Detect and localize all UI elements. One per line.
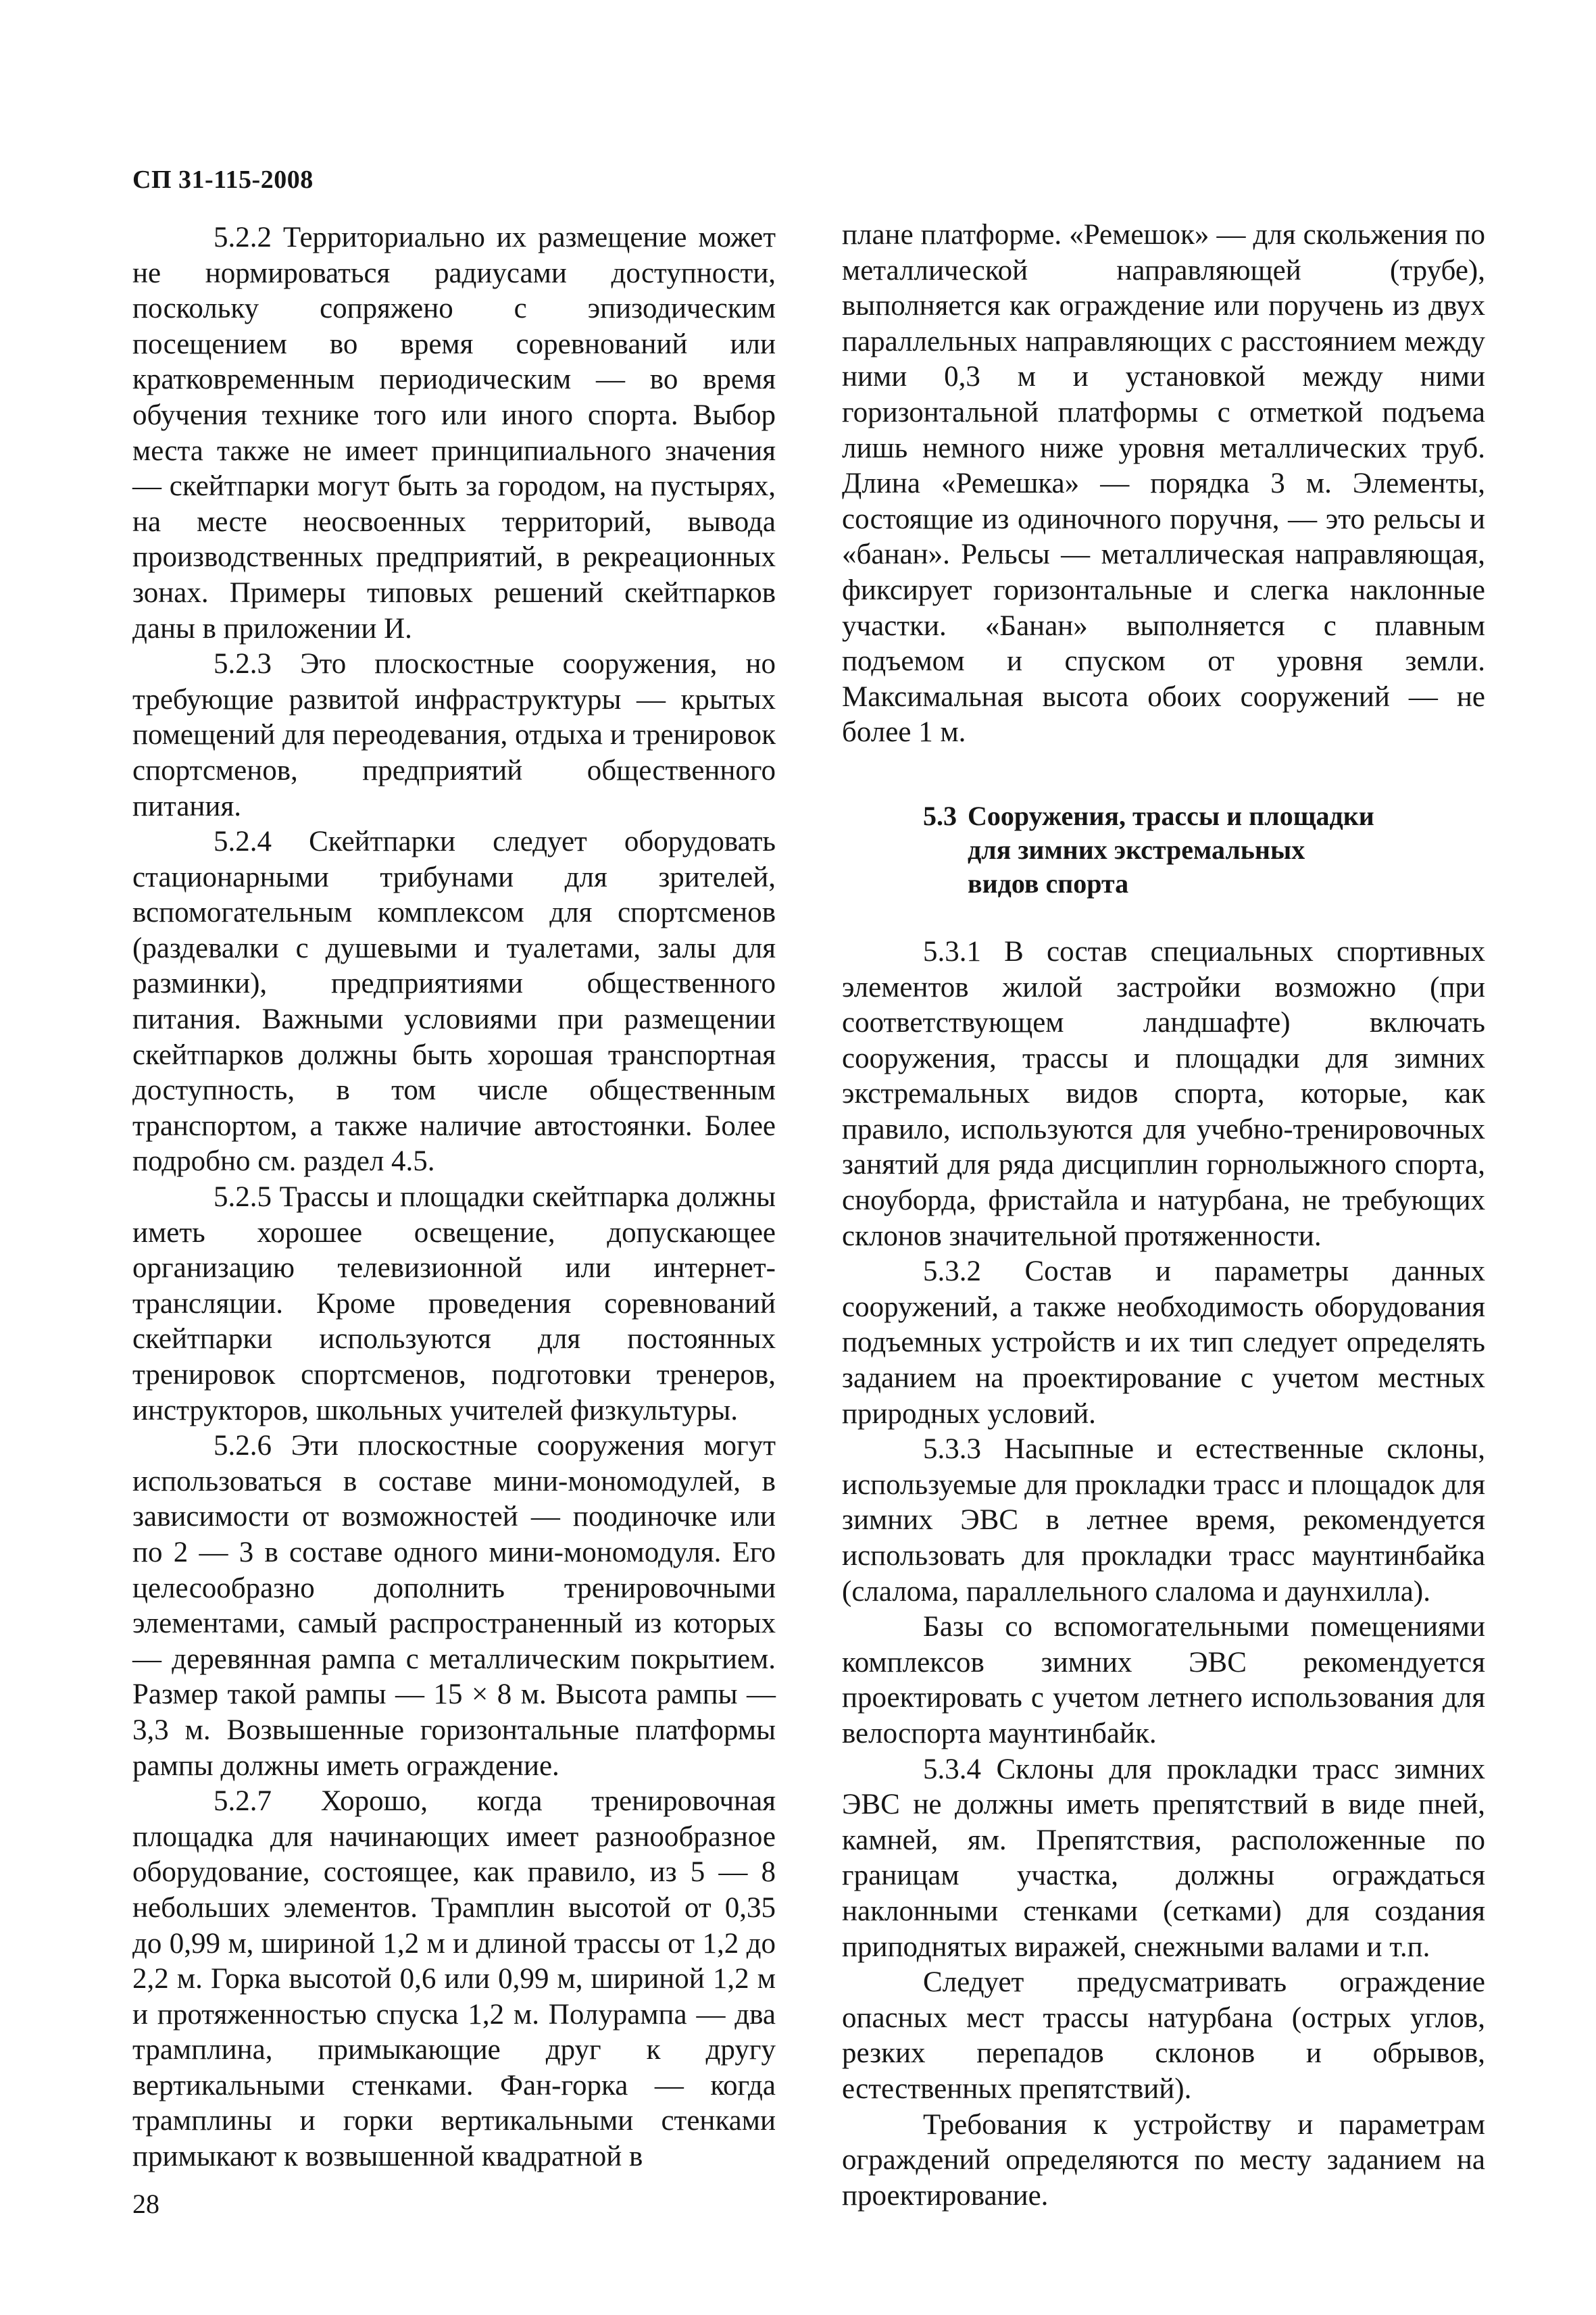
section-number: 5.3 [923,800,957,831]
section-title-line-3: видов спорта [968,868,1129,899]
section-title-line-2: для зимних экстремальных [968,834,1305,865]
paragraph-5-3-3: 5.3.3 Насыпные и естественные склоны, используемые для прокладки трасс и площадок для зимних ЭВС в летнее время, рекомендуется использовать для прокладки трасс маунтинбайка (слалома, параллельного слалома и даунхилла). [842,1433,1485,1608]
section-title-line-1: Сооружения, трассы и площадки [968,800,1374,831]
paragraph-5-2-2: 5.2.2 Территориально их размещение может не нормироваться радиусами доступности, поскольку сопряжено с эпизодическим посещением во время соревнований или кратковременным периодическим — во время обучения технике того или иного спорта. Выбор места также не имеет принципиального значения — скейтпарки могут быть за городом, на пустырях, на месте неосвоенных территорий, вывода производственных предприятий, в рекреационных зонах. Примеры типовых решений скейтпарков даны в приложении И. [132,222,776,645]
paragraph-5-2-5: 5.2.5 Трассы и площадки скейтпарка должны иметь хорошее освещение, допускающее организацию телевизионной или интернет-трансляции. Кроме проведения соревнований скейтпарки используются для постоянных тренировок спортсменов, подготовки тренеров, инструкторов, школьных учителей физкультуры. [132,1181,776,1426]
right-text-column [842,218,1485,2214]
paragraph-fencing: Следует предусматривать ограждение опасных мест трассы натурбана (острых углов, резких перепадов склонов и обрывов, естественных препятствий). [842,1966,1485,2105]
paragraph-requirements: Требования к устройству и параметрам ограждений определяются по месту заданием на проектирование. [842,2108,1485,2212]
paragraph-5-2-6: 5.2.6 Эти плоскостные сооружения могут использоваться в составе мини-мономодулей, в зависимости от возможностей — поодиночке или по 2 — 3 в составе одного мини-мономодуля. Его целесообразно дополнить тренировочными элементами, самый распространенный из которых — деревянная рампа с металлическим покрытием. Размер такой рампы — 15 × 8 м. Высота рампы — 3,3 м. Возвышенные горизонтальные платформы рампы должны иметь ограждение. [132,1430,776,1782]
document-code-header: СП 31-115-2008 [132,166,314,194]
paragraph-5-2-7: 5.2.7 Хорошо, когда тренировочная площадка для начинающих имеет разнообразное оборудование, состоящее, как правило, из 5 — 8 небольших элементов. Трамплин высотой от 0,35 до 0,99 м, шириной 1,2 м и длиной трассы от 1,2 до 2,2 м. Горка высотой 0,6 или 0,99 м, шириной 1,2 м и протяженностью спуска 1,2 м. Полурампа — два трамплина, примыкающие друг к другу вертикальными стенками. Фан-горка — когда трамплины и горки вертикальными стенками примыкают к возвышенной квадратной в [132,1785,776,2173]
paragraph-bases: Базы со вспомогательными помещениями комплексов зимних ЭВС рекомендуется проектировать с учетом летнего использования для велоспорта маунтинбайк. [842,1611,1485,1749]
paragraph-continuation: плане платформе. «Ремешок» — для скольжения по металлической направляющей (трубе), выполняется как ограждение или поручень из двух параллельных направляющих с расстоянием между ними 0,3 м и установкой между ними горизонтальной платформы с отметкой подъема лишь немного ниже уровня металлических труб. Длина «Ремешка» — порядка 3 м. Элементы, состоящие из одиночного поручня, — это рельсы и «банан». Рельсы — металлическая направляющая, фиксирует горизонтальные и слегка наклонные участки. «Банан» выполняется с плавным подъемом и спуском от уровня земли. Максимальная высота обоих сооружений — не более 1 м. [842,219,1485,749]
paragraph-5-2-4: 5.2.4 Скейтпарки следует оборудовать стационарными трибунами для зрителей, вспомогательным комплексом для спортсменов (раздевалки с душевыми и туалетами, залы для разминки), предприятиями общественного питания. Важными условиями при размещении скейтпарков должны быть хорошая транспортная доступность, в том числе общественным транспортом, а также наличие автостоянки. Более подробно см. раздел 4.5. [132,826,776,1178]
paragraph-5-2-3: 5.2.3 Это плоскостные сооружения, но требующие развитой инфраструктуры — крытых помещений для переодевания, отдыха и тренировок спортсменов, предприятий общественного питания. [132,648,776,822]
left-text-column [132,220,776,2175]
paragraph-5-3-2: 5.3.2 Состав и параметры данных сооружений, а также необходимость оборудования подъемных устройств и их тип следует определять заданием на проектирование с учетом местных природных условий. [842,1255,1485,1430]
paragraph-5-3-4: 5.3.4 Склоны для прокладки трасс зимних ЭВС не должны иметь препятствий в виде пней, камней, ям. Препятствия, расположенные по границам участка, должны ограждаться наклонными стенками (сетками) для создания приподнятых виражей, снежными валами и т.п. [842,1753,1485,1963]
paragraph-5-3-1: 5.3.1 В состав специальных спортивных элементов жилой застройки возможно (при соответствующем ландшафте) включать сооружения, трассы и площадки для зимних экстремальных видов спорта, которые, как правило, используются для учебно-тренировочных занятий для ряда дисциплин горнолыжного спорта, сноуборда, фристайла и натурбана, не требующих склонов значительной протяженности. [842,935,1485,1252]
section-heading-5-3 [923,799,1485,901]
page-number: 28 [132,2189,159,2219]
